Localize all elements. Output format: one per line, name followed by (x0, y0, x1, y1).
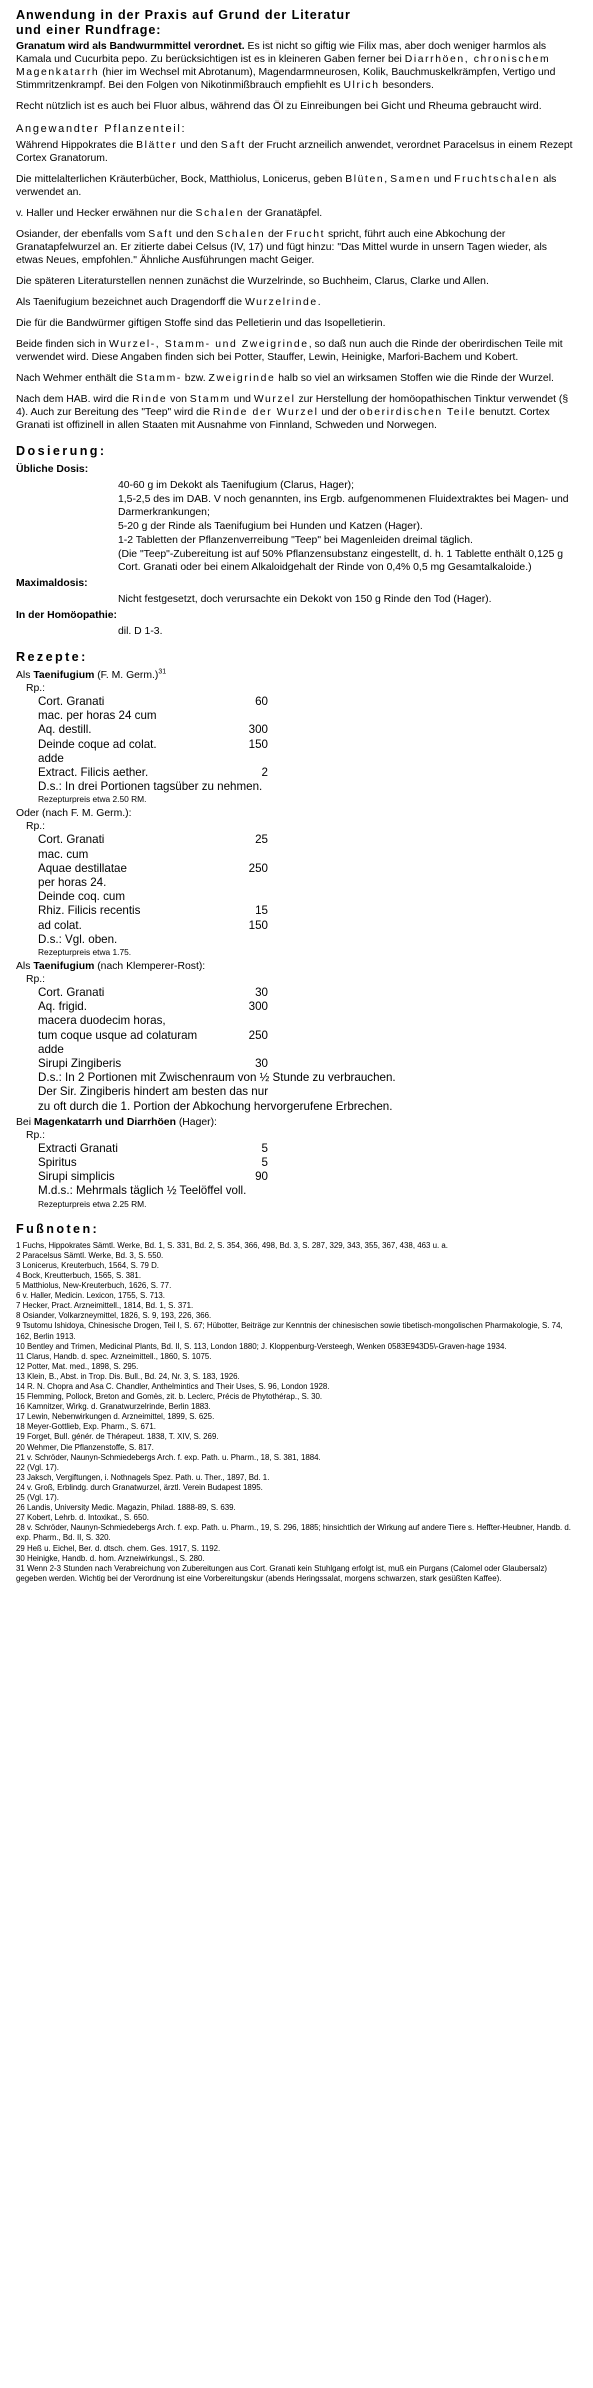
recipe-line (38, 752, 268, 766)
recipe-3-title (16, 960, 577, 973)
recipe-line (38, 1170, 268, 1184)
dose-usual-label: Übliche Dosis: (16, 464, 89, 475)
part-p10e: und der (318, 407, 360, 418)
intro-spaced-2: Ulrich (343, 80, 380, 91)
intro-paragraph (16, 40, 577, 92)
part-p1c: der Frucht arzneilich anwendet, verordnet Paracelsus in einem Rezept Cortex Granatorum. (16, 140, 573, 164)
footnote-item: 13 Klein, B., Abst. in Trop. Dis. Bull., Bd. 24, Nr. 3, S. 183, 1926. (16, 1371, 240, 1381)
dose-homeo-text: dil. D 1-3. (118, 626, 163, 637)
part-p1b: und den (177, 140, 221, 151)
part-p6a: Als Taenifugium bezeichnet auch Dragendorff die (16, 297, 245, 308)
recipe-amount: 5 (261, 1141, 268, 1155)
footnote-item: 21 v. Schröder, Naunyn-Schmiedebergs Arch. f. exp. Path. u. Pharm., 18, S. 381, 1884. (16, 1452, 321, 1462)
recipe-line (38, 904, 268, 918)
part-p9s1: Stamm- (135, 373, 182, 384)
part-p9a: Nach Wehmer enthält die (16, 373, 136, 384)
part-p6s1: Wurzelrinde (244, 297, 318, 308)
recipe-line (38, 1043, 268, 1057)
recipe-signatura: Der Sir. Zingiberis hindert am besten das nur (38, 1085, 269, 1099)
part-p2s3: Fruchtschalen (454, 174, 541, 185)
recipe-ingredient: per horas 24. (38, 876, 107, 890)
recipe-ingredient: mac. cum (38, 847, 89, 861)
recipe-rp: Rp.: (26, 974, 46, 986)
recipe-price: Rezepturpreis etwa 2.25 RM. (38, 1198, 147, 1209)
recipe-1-title (16, 669, 577, 682)
part-p10a: Nach dem HAB. wird die (16, 394, 133, 405)
part-p4s1: Saft (148, 229, 174, 240)
recipe-amount: 30 (255, 1057, 268, 1071)
recipe-line (38, 738, 268, 752)
footnote-list (16, 1241, 577, 1584)
part-p3s1: Schalen (195, 208, 245, 219)
recipe-rp: Rp.: (26, 683, 46, 694)
recipe-rp: Rp.: (26, 1129, 46, 1141)
recipe-ingredient: Spiritus (38, 1156, 77, 1170)
recipe-rp: Rp.: (26, 821, 46, 833)
footnote-item: 24 v. Groß, Erblindg. durch Granatwurzel, ärztl. Verein Budapest 1895. (16, 1482, 263, 1492)
dose-homeo-label: In der Homöopathie: (16, 610, 118, 621)
footnote-item: 10 Bentley and Trimen, Medicinal Plants, Bd. II, S. 113, London 1880; J. Kloppenburg-Versteegh, Wenken 0583E943D5\-Graven-hage 1934. (16, 1341, 507, 1351)
recipe-amount: 90 (255, 1170, 268, 1184)
part-p6b: . (317, 297, 321, 308)
recipe-amount (228, 890, 268, 904)
recipe-amount: 150 (248, 918, 268, 932)
recipe-ingredient: mac. per horas 24 cum (38, 709, 157, 723)
recipe-4-title (16, 1116, 577, 1129)
recipe-amount (228, 876, 268, 890)
footnote-item: 14 R. N. Chopra and Asa C. Chandler, Anthelmintics and Their Uses, S. 96, London 1928. (16, 1382, 330, 1391)
part-paragraph-1 (16, 139, 577, 165)
recipe-signatura: M.d.s.: Mehrmals täglich ½ Teelöffel voll. (38, 1184, 247, 1198)
recipe-ingredient: Extracti Granati (38, 1141, 118, 1155)
part-paragraph-9 (16, 372, 577, 385)
recipe-line (38, 1029, 268, 1043)
recipe-line (38, 890, 268, 904)
intro-text: Es ist nicht so giftig wie Filix mas, aber doch weniger harmlos als Kamala und Cucurbita pepo. Zu berücksichtigen ist es in kleineren Gaben ferner bei (16, 41, 547, 65)
intro-spaced-1: Diarrhöen, chronischem Magenkatarrh (16, 54, 551, 78)
recipe-signatura: D.s.: Vgl. oben. (38, 932, 118, 946)
part-p8b: , so daß nun auch die Rinde der oberirdischen Teile mit verwendet wird. Diese Angaben finden sich bei Potter, Stauffer, Lewin, Heinigke, Marfori-Bachem und Kobert. (16, 339, 563, 363)
recipe-ingredient: adde (38, 751, 64, 765)
recipe-1-post: (F. M. Germ.) (94, 670, 159, 681)
part-paragraph-10 (16, 393, 577, 432)
recipe-ingredient: Aq. frigid. (38, 1000, 87, 1014)
recipe-line (38, 1156, 268, 1170)
recipe-amount (228, 1043, 268, 1057)
recipe-1-pre: Als (16, 670, 34, 681)
recipe-ingredient: Aquae destillatae (38, 861, 127, 875)
recipe-3-post: (nach Klemperer-Rost): (94, 961, 206, 973)
part-p1a: Während Hippokrates die (16, 140, 137, 151)
recipe-amount: 300 (248, 723, 268, 737)
recipe-line (38, 766, 268, 780)
footnote-item: 29 Heß u. Eichel, Ber. d. dtsch. chem. Ges. 1917, S. 1192. (16, 1543, 221, 1553)
recipe-amount: 250 (248, 861, 268, 875)
part-p1s1: Blätter (136, 140, 178, 151)
part-p8s1: Wurzel-, Stamm- und Zweigrinde (109, 339, 309, 350)
part-p2s1: Blüten (345, 174, 385, 185)
part-p4b: und den (173, 229, 217, 240)
recipe-ingredient: Deinde coq. cum (38, 890, 125, 904)
recipe-ingredient: Cort. Granati (38, 695, 105, 708)
part-p3a: v. Haller und Hecker erwähnen nur die (16, 208, 196, 219)
recipe-3-pre: Als (16, 961, 34, 973)
footnote-item: 17 Lewin, Nebenwirkungen d. Arzneimittel, 1899, S. 625. (16, 1412, 215, 1422)
recipe-2 (16, 807, 577, 958)
part-p4s2: Schalen (216, 229, 266, 240)
recipe-amount (228, 1014, 268, 1028)
recipe-amount (228, 848, 268, 862)
footnote-item: 8 Osiander, Volkarzneymittel, 1826, S. 9, 193, 226, 366. (16, 1311, 212, 1321)
part-paragraph-8 (16, 338, 577, 364)
recipe-amount: 5 (261, 1156, 268, 1170)
part-p4d: spricht, führt auch eine Abkochung der Granatapfelwurzel an. Er zitierte dabei Celsus (IV, 17) und fügt hinzu: "Das Mittel wurde in unsern Tagen wieder, als etwas Neues, empfohlen." Ähnliche Ausführungen macht Geiger. (16, 229, 548, 266)
dose-usual-item: 1,5-2,5 des im DAB. V noch genannten, ins Ergb. aufgenommenen Fluidextraktes bei Magen- und Darmerkrankungen; (118, 494, 569, 518)
footnote-item: 16 Kamnitzer, Wirkg. d. Granatwurzelrinde, Berlin 1883. (16, 1402, 211, 1412)
footnote-item: 20 Wehmer, Die Pflanzenstoffe, S. 817. (16, 1442, 154, 1452)
part-p8a: Beide finden sich in (16, 339, 109, 350)
recipe-1 (16, 669, 577, 805)
part-p10c: und (230, 394, 254, 405)
footnote-item: 22 (Vgl. 17). (16, 1462, 59, 1472)
footnote-item: 31 Wenn 2-3 Stunden nach Verabreichung von Zubereitungen aus Cort. Granati kein Stuhlgang erfolgt ist, muß ein Purgans (Calomel oder Glaubersalz) gegeben werden. Wichtig bei der Verordnung ist eine Vorbereitungskur (abends Heringssalat, morgens schwarzen, stark gesüßten Kaffee). (16, 1563, 548, 1583)
dose-max-text: Nicht festgesetzt, doch verursachte ein Dekokt von 150 g Rinde den Tod (Hager). (118, 594, 492, 605)
recipe-price: Rezepturpreis etwa 2.50 RM. (38, 794, 147, 805)
part-p10s4: Rinde der Wurzel (212, 407, 319, 418)
recipe-signatura: D.s.: In 2 Portionen mit Zwischenraum von ½ Stunde zu verbrauchen. (38, 1071, 396, 1085)
recipe-line (38, 1142, 268, 1156)
recipe-4-post: (Hager): (175, 1116, 217, 1128)
recipe-amount: 25 (255, 833, 268, 847)
part-p3b: der Granatäpfel. (244, 208, 323, 219)
part-p10s2: Stamm (189, 394, 231, 405)
footnote-item: 6 v. Haller, Medicin. Lexicon, 1755, S. 713. (16, 1291, 165, 1301)
recipe-signatura: D.s.: In drei Portionen tagsüber zu nehmen. (38, 780, 263, 794)
part-p4a: Osiander, der ebenfalls vom (16, 229, 149, 240)
title-line-2: und einer Rundfrage: (16, 23, 162, 37)
recipe-ingredient: tum coque usque ad colaturam (38, 1028, 198, 1042)
footnote-item: 7 Hecker, Pract. Arzneimittell., 1814, Bd. 1, S. 371. (16, 1301, 194, 1311)
recipe-ingredient: Aq. destill. (38, 723, 92, 737)
footnote-item: 19 Forget, Bull. génér. de Thérapeut. 1838, T. XIV, S. 269. (16, 1432, 219, 1442)
recipe-line (38, 1000, 268, 1014)
recipe-ingredient: Cort. Granati (38, 833, 105, 847)
recipe-3-bold: Taenifugium (33, 961, 95, 973)
recipe-4-bold: Magenkatarrh und Diarrhöen (33, 1116, 176, 1128)
part-p9s2: Zweigrinde (208, 373, 276, 384)
part-p9b: bzw. (181, 373, 209, 384)
recipe-ingredient: Sirupi Zingiberis (38, 1057, 122, 1071)
intro-bold: Granatum wird als Bandwurmmittel verordnet. (16, 41, 245, 52)
part-paragraph-5: Die späteren Literaturstellen nennen zunächst die Wurzelrinde, so Buchheim, Clarus, Clarke und Allen. (16, 276, 489, 287)
recipe-3 (16, 960, 577, 1114)
footnote-item: 4 Bock, Kreutterbuch, 1565, S. 381. (16, 1270, 142, 1280)
intro-text-3: besonders. (379, 80, 434, 91)
footnote-item: 15 Flemming, Pollock, Breton and Gomès, zit. b. Leclerc, Précis de Phytothérap., S. 30. (16, 1392, 323, 1402)
recipe-line (38, 695, 268, 709)
part-paragraph-7: Die für die Bandwürmer giftigen Stoffe sind das Pelletierin und das Isopelletierin. (16, 318, 386, 329)
part-p10f: benutzt. Cortex Granati ist offizinell in allen Staaten mit Ausnahme von Finnland, Schweden und Norwegen. (16, 407, 550, 431)
dose-max-label: Maximaldosis: (16, 578, 88, 589)
recipe-amount: 15 (255, 904, 268, 918)
recipe-line (38, 986, 268, 1000)
dose-usual-item: (Die "Teep"-Zubereitung ist auf 50% Pflanzensubstanz eingestellt, d. h. 1 Tablette enthält 0,125 g Cort. Granati oder bei einem Alkaloidgehalt der Rinde von 0,4% 0,5 mg Gesamtalkaloide.) (118, 549, 564, 573)
dose-usual-item: 40-60 g im Dekokt als Taenifugium (Clarus, Hager); (118, 480, 355, 491)
dose-usual-item: 5-20 g der Rinde als Taenifugium bei Hunden und Katzen (Hager). (118, 521, 423, 532)
footnote-item: 11 Clarus, Handb. d. spec. Arzneimittell., 1860, S. 1075. (16, 1351, 212, 1361)
recipe-line (38, 848, 268, 862)
part-p2s2: Samen (390, 174, 431, 185)
footnote-item: 12 Potter, Mat. med., 1898, S. 295. (16, 1361, 139, 1371)
recipe-4-pre: Bei (16, 1116, 34, 1128)
section-heading-plant-part: Angewandter Pflanzenteil: (16, 123, 187, 135)
part-p2a: Die mittelalterlichen Kräuterbücher, Bock, Matthiolus, Lonicerus, geben (16, 174, 346, 185)
recipe-amount: 250 (248, 1028, 268, 1042)
footnote-ref: 31 (158, 668, 167, 676)
recipe-ingredient: Cort. Granati (38, 986, 105, 1000)
part-p4s3: Frucht (286, 229, 326, 240)
footnote-item: 23 Jaksch, Vergiftungen, i. Nothnagels Spez. Path. u. Ther., 1897, Bd. 1. (16, 1472, 270, 1482)
footnote-item: 25 (Vgl. 17). (16, 1493, 59, 1503)
footnote-item: 2 Paracelsus Sämtl. Werke, Bd. 3, S. 550. (16, 1250, 164, 1260)
recipe-amount: 2 (261, 766, 268, 780)
part-p10d: zur Herstellung der homöopathischen Tinktur verwendet (§ 4). Auch zur Bereitung des "Teep" wird die (16, 394, 569, 418)
footnote-item: 28 v. Schröder, Naunyn-Schmiedebergs Arch. f. exp. Path. u. Pharm., 19, S. 296, 1885; hinsichtlich der Wirkung auf andere Tiere s. Heffter-Heubner, Handb. d. exp. Pharm., Bd. II, S. 320. (16, 1523, 571, 1543)
footnote-item: 30 Heinigke, Handb. d. hom. Arzneiwirkungsl., S. 280. (16, 1553, 205, 1563)
footnote-item: 5 Matthiolus, New-Kreuterbuch, 1626, S. 77. (16, 1281, 172, 1291)
recipe-ingredient: Rhiz. Filicis recentis (38, 904, 141, 918)
footnote-item: 26 Landis, University Medic. Magazin, Philad. 1888-89, S. 639. (16, 1503, 236, 1513)
recipe-line (38, 1057, 268, 1071)
section-heading-recipes: Rezepte: (16, 650, 88, 664)
footnote-item: 9 Tsutomu Ishidoya, Chinesische Drogen, Teil I, S. 67; Hübotter, Beiträge zur Kenntnis der chinesischen sowie tibetisch-mongolischen Pharmakologie, S. 74, 162, Berlin 1913. (16, 1321, 563, 1341)
part-paragraph-6 (16, 296, 577, 309)
recipe-amount (228, 709, 268, 723)
recipe-ingredient: Extract. Filicis aether. (38, 766, 149, 780)
recipe-signatura: zu oft durch die 1. Portion der Abkochung hervorgerufene Erbrechen. (38, 1099, 393, 1113)
section-heading-footnotes: Fußnoten: (16, 1221, 100, 1236)
recipe-4 (16, 1116, 577, 1210)
recipe-line (38, 862, 268, 876)
page-title (16, 8, 577, 38)
part-paragraph-4 (16, 228, 577, 267)
footnote-item: 3 Lonicerus, Kreuterbuch, 1564, S. 79 D. (16, 1260, 159, 1270)
footnote-item: 18 Meyer-Gottlieb, Exp. Pharm., S. 671. (16, 1422, 156, 1432)
recipe-line (38, 709, 268, 723)
recipe-amount: 300 (248, 1000, 268, 1014)
recipe-ingredient: Deinde coque ad colat. (38, 737, 157, 751)
part-p2c: und (431, 174, 455, 185)
recipe-2-title: Oder (nach F. M. Germ.): (16, 808, 132, 820)
dose-usual-item: 1-2 Tabletten der Pflanzenverreibung "Teep" bei Magenleiden dreimal täglich. (118, 535, 473, 546)
part-p4c: der (265, 229, 287, 240)
recipe-amount: 30 (255, 986, 268, 1000)
title-line-1: Anwendung in der Praxis auf Grund der Literatur (16, 8, 351, 22)
part-paragraph-3 (16, 207, 577, 220)
part-paragraph-2 (16, 173, 577, 199)
dose-usual-list (118, 479, 577, 574)
recipe-ingredient: adde (38, 1042, 64, 1056)
recipe-line (38, 833, 268, 847)
section-heading-dosage: Dosierung: (16, 444, 107, 458)
recipe-line (38, 876, 268, 890)
recipe-ingredient: Sirupi simplicis (38, 1170, 115, 1184)
part-p9c: halb so viel an wirksamen Stoffen wie die Rinde der Wurzel. (275, 373, 554, 384)
part-p10s1: Rinde (132, 394, 168, 405)
recipe-amount (228, 752, 268, 766)
part-p10b: von (167, 394, 190, 405)
footnote-item: 27 Kobert, Lehrb. d. Intoxikat., S. 650. (16, 1513, 149, 1523)
recipe-price: Rezepturpreis etwa 1.75. (38, 947, 132, 958)
recipe-amount: 150 (248, 737, 268, 751)
part-p1s2: Saft (220, 140, 246, 151)
recipe-ingredient: ad colat. (38, 918, 82, 932)
recipe-line (38, 919, 268, 933)
part-p2d: als verwendet an. (16, 174, 557, 198)
recipe-amount: 60 (255, 695, 268, 708)
footnote-item: 1 Fuchs, Hippokrates Sämtl. Werke, Bd. 1, S. 331, Bd. 2, S. 354, 366, 498, Bd. 3, S. 287, 329, 343, 355, 367, 438, 463 u. a. (16, 1240, 448, 1250)
part-p2b: , (384, 174, 391, 185)
intro-text-2: (hier im Wechsel mit Abrotanum), Magendarmneurosen, Kolik, Bauchmuskelkrämpfen, Vertigo und Stimmritzenkrampf. Bei den Folgen von Nikotinmißbrauch empfiehlt es (16, 67, 556, 91)
recipe-ingredient: macera duodecim horas, (38, 1014, 166, 1028)
intro-paragraph-2: Recht nützlich ist es auch bei Fluor albus, während das Öl zu Einreibungen bei Gicht und Rheuma gebraucht wird. (16, 101, 542, 112)
recipe-line (38, 1014, 268, 1028)
part-p10s5: oberirdischen Teile (359, 407, 477, 418)
recipe-1-bold: Taenifugium (33, 670, 95, 681)
part-p10s3: Wurzel (253, 394, 296, 405)
recipe-line (38, 723, 268, 737)
